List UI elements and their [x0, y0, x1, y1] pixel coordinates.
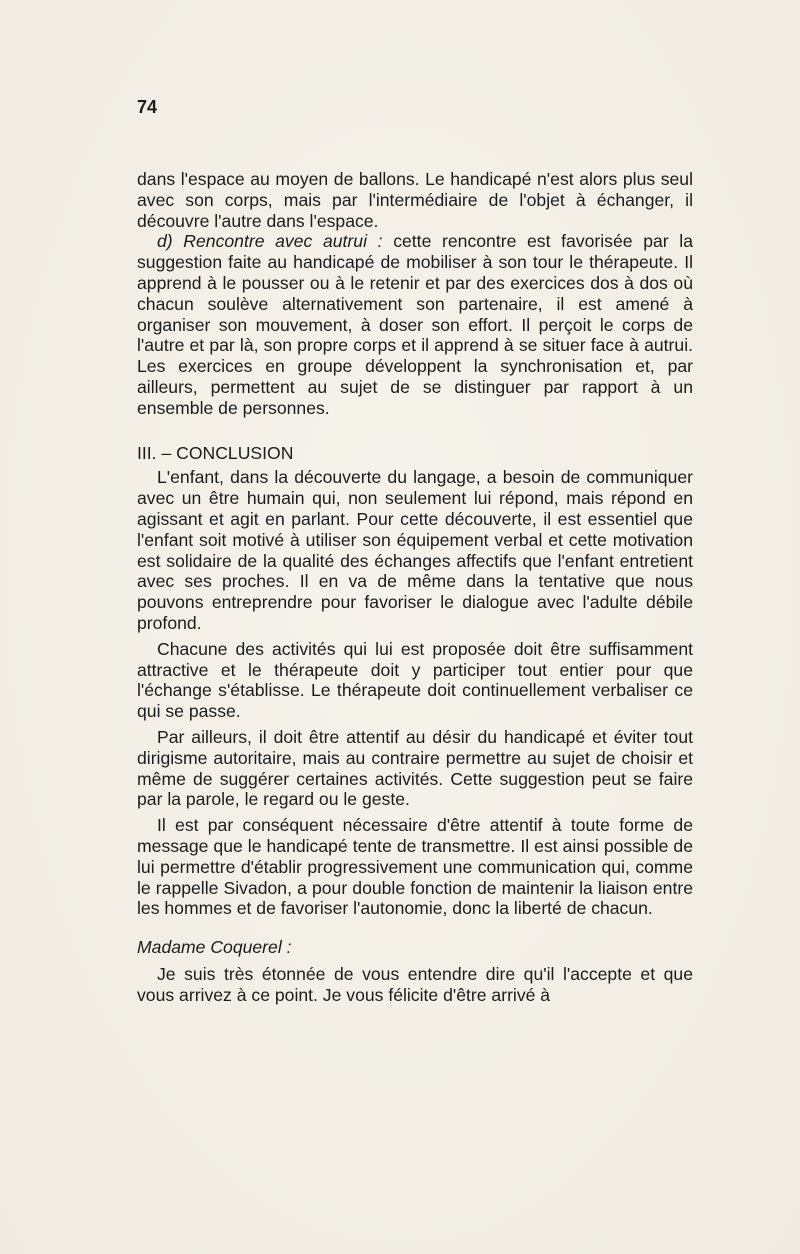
page-number: 74 [137, 97, 158, 117]
paragraph-6: Il est par conséquent nécessaire d'être attentif à toute forme de message que le handicapé tente de transmettre. Il est ainsi possible de lui permettre d'établir progressivement une communication qui, comme le rappelle Sivadon, a pour double fonction de maintenir la liaison entre les hommes et de favoriser l'autonomie, donc la liberté de chacun. [137, 815, 693, 919]
paragraph-5: Par ailleurs, il doit être attentif au désir du handicapé et éviter tout dirigisme autoritaire, mais au contraire permettre au sujet de choisir et même de suggérer certaines activités. Cette suggestion peut se faire par la parole, le regard ou le geste. [137, 726, 693, 810]
section-heading: III. – CONCLUSION [137, 442, 294, 463]
body-text [137, 169, 693, 1005]
paragraph-2-text: cette rencontre est favorisée par la suggestion faite au handicapé de mobiliser à son tour le thérapeute. Il apprend à le pousser ou à le retenir et par des exercices dos à dos où chacun soulève alternativement son partenaire, il est amené à organiser son mouvement, à doser son effort. Il perçoit le corps de l'autre et par là, son propre corps et il apprend à se situer face à autrui. Les exercices en groupe développent la synchronisation et, par ailleurs, permettent au sujet de se distinguer par rapport à un ensemble de personnes. [137, 231, 693, 418]
speaker-name: Madame Coquerel : [137, 937, 292, 958]
paragraph-2-lead: d) Rencontre avec autrui : [157, 231, 383, 252]
paragraph-3: L'enfant, dans la découverte du langage, a besoin de communiquer avec un être humain qui, non seulement lui répond, mais répond en agissant et agit en parlant. Pour cette découverte, il est essentiel que l'enfant soit motivé à utiliser son équipement verbal et cette motivation est solidaire de la qualité des échanges affectifs que l'enfant entretient avec ses proches. Il en va de même dans la tentative que nous pouvons entreprendre pour favoriser le dialogue avec l'adulte débile profond. [137, 467, 693, 633]
paragraph-7: Je suis très étonnée de vous entendre dire qu'il l'accepte et que vous arrivez à ce point. Je vous félicite d'être arrivé à [137, 963, 693, 1005]
paragraph-1: dans l'espace au moyen de ballons. Le handicapé n'est alors plus seul avec son corps, mais par l'intermédiaire de l'objet à échanger, il découvre l'autre dans l'espace. [137, 169, 693, 231]
paragraph-2 [137, 231, 693, 418]
paragraph-4: Chacune des activités qui lui est proposée doit être suffisamment attractive et le thérapeute doit y participer tout entier pour que l'échange s'établisse. Le thérapeute doit continuellement verbaliser ce qui se passe. [137, 638, 693, 722]
